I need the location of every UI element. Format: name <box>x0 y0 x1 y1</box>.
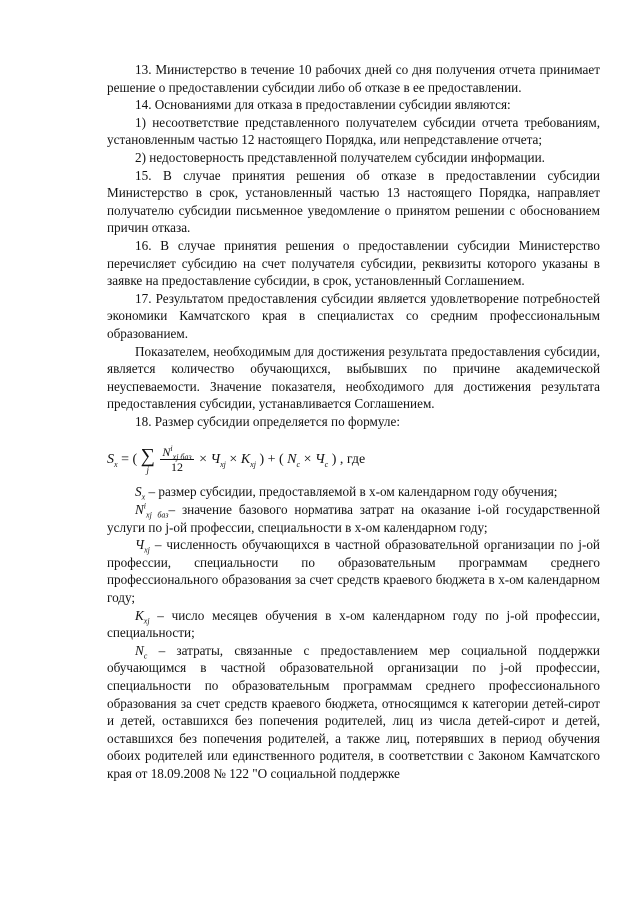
definition-k-text: – число месяцев обучения в х-ом календарном году по j-ой профессии, специальности; <box>107 607 600 641</box>
formula-num-sup: i <box>170 444 173 454</box>
subsidy-formula <box>107 433 600 479</box>
definition-nbaz-text: – значение базового норматива затрат на оказание i-ой государственной услуги по j-ой профессии, специальности в х-ом календарном году; <box>107 502 601 535</box>
formula-k: K <box>240 452 251 468</box>
definition-nc-symbol: N <box>135 642 144 658</box>
formula-num-main: N <box>162 445 171 460</box>
formula-times-3: × <box>303 452 312 468</box>
paragraph-15: 15. В случае принятия решения об отказе в предоставлении субсидии Министерство в срок, установленный частью 13 настоящего Порядка, направляет получателю субсидии письменное уведомление о принятом решении с обоснованием причин отказа. <box>107 167 600 236</box>
formula-tail: , где <box>339 452 366 468</box>
formula-ch-sub: xj <box>220 460 226 470</box>
definition-nbaz-sub: xj баз <box>146 510 169 520</box>
formula-fraction <box>160 445 193 475</box>
definition-ch <box>107 536 600 606</box>
definition-sx <box>107 483 600 501</box>
definition-nbaz-symbol: N <box>135 502 144 518</box>
formula-sum-sign: ∑ j <box>140 444 155 475</box>
definition-nbaz-sup: i <box>143 501 147 511</box>
definition-nc-sub: c <box>143 651 148 661</box>
formula-chc: Ч <box>314 452 325 468</box>
paragraph-17: 17. Результатом предоставления субсидии является удовлетворение потребностей экономики Камчатского края в специалистах со средним профессиональным образованием. <box>107 290 600 341</box>
formula-times-2: × <box>229 452 238 468</box>
definition-ch-text: – численность обучающихся в частной образовательной организации по j-ой профессии, специальности по образовательным программам среднего профессионального образования за счет средств краевого бюджета в х-ом календарном году; <box>107 537 600 606</box>
definition-nc <box>107 642 600 783</box>
definition-nc-text: – затраты, связанные с предоставлением мер социальной поддержки обучающимся в частной образовательной организации по j-ой профессии, специальности по образовательным программам среднего профессионального образования за счет средств краевого бюджета, относящимся к категории детей-сирот и детей, оставшихся без попечения родителей, лиц из числа детей-сирот и детей, оставшихся без попечения родителей, а также лиц, потерявших в период обучения обоих родителей или единственного родителя, в соответствии с Законом Камчатского края от 18.09.2008 № 122 "О социальной поддержке <box>107 642 600 781</box>
definition-ch-sub: xj <box>144 545 150 555</box>
formula-lhs: S <box>107 452 114 468</box>
definition-ch-symbol: Ч <box>135 537 145 553</box>
definition-k-sub: xj <box>143 616 150 626</box>
formula-nc: N <box>287 452 297 468</box>
formula-sum-sub: j <box>146 464 150 475</box>
formula-close-1: ) + ( <box>259 452 284 468</box>
formula-chc-sub: c <box>324 460 329 470</box>
paragraph-17-indicator: Показателем, необходимым для достижения результата предоставления субсидии, является количество обучающихся, выбывших по причине академической неуспеваемости. Значение показателя, необходимого для достижения результата предоставления субсидии, устанавливается Соглашением. <box>107 343 600 412</box>
formula-nc-sub: c <box>296 460 301 470</box>
definition-nbaz <box>107 501 600 536</box>
paragraph-14-item-2: 2) недостоверность представленной получателем субсидии информации. <box>135 149 545 165</box>
paragraph-13: 13. Министерство в течение 10 рабочих дней со дня получения отчета принимает решение о предоставлении субсидии либо об отказе в ее предоставлении. <box>107 62 600 95</box>
paragraph-14: 14. Основаниями для отказа в предоставлении субсидии являются: <box>135 97 511 113</box>
formula-lhs-sub: x <box>114 460 118 470</box>
formula-close-2: ) <box>331 452 337 468</box>
definition-sx-symbol: S <box>135 484 142 500</box>
paragraph-18: 18. Размер субсидии определяется по формуле: <box>135 413 400 429</box>
paragraph-14-item-1: 1) несоответствие представленного получателем субсидии отчета требованиям, установленным частью 12 настоящего Порядка, или непредставление отчета; <box>107 114 600 148</box>
formula-ch: Ч <box>210 452 221 468</box>
definition-k <box>107 607 600 642</box>
formula-numerator <box>160 445 193 460</box>
formula-times-1: × <box>199 452 207 468</box>
definition-sx-sub: x <box>141 493 146 503</box>
definition-sx-text: – размер субсидии, предоставляемой в х-ом календарном году обучения; <box>145 484 558 500</box>
formula-k-sub: xj <box>250 460 256 470</box>
formula-row <box>107 445 365 475</box>
formula-eq: = ( <box>121 452 138 468</box>
document-page <box>107 61 600 783</box>
formula-num-sub: xj баз <box>172 452 192 462</box>
paragraph-16: 16. В случае принятия решения о предоставлении субсидии Министерство перечисляет субсидию на счет получателя субсидии, реквизиты которого указаны в заявке на предоставление субсидии, в срок, установленный Соглашением. <box>107 237 600 289</box>
definition-k-symbol: K <box>135 607 144 623</box>
formula-denominator: 12 <box>170 460 183 475</box>
